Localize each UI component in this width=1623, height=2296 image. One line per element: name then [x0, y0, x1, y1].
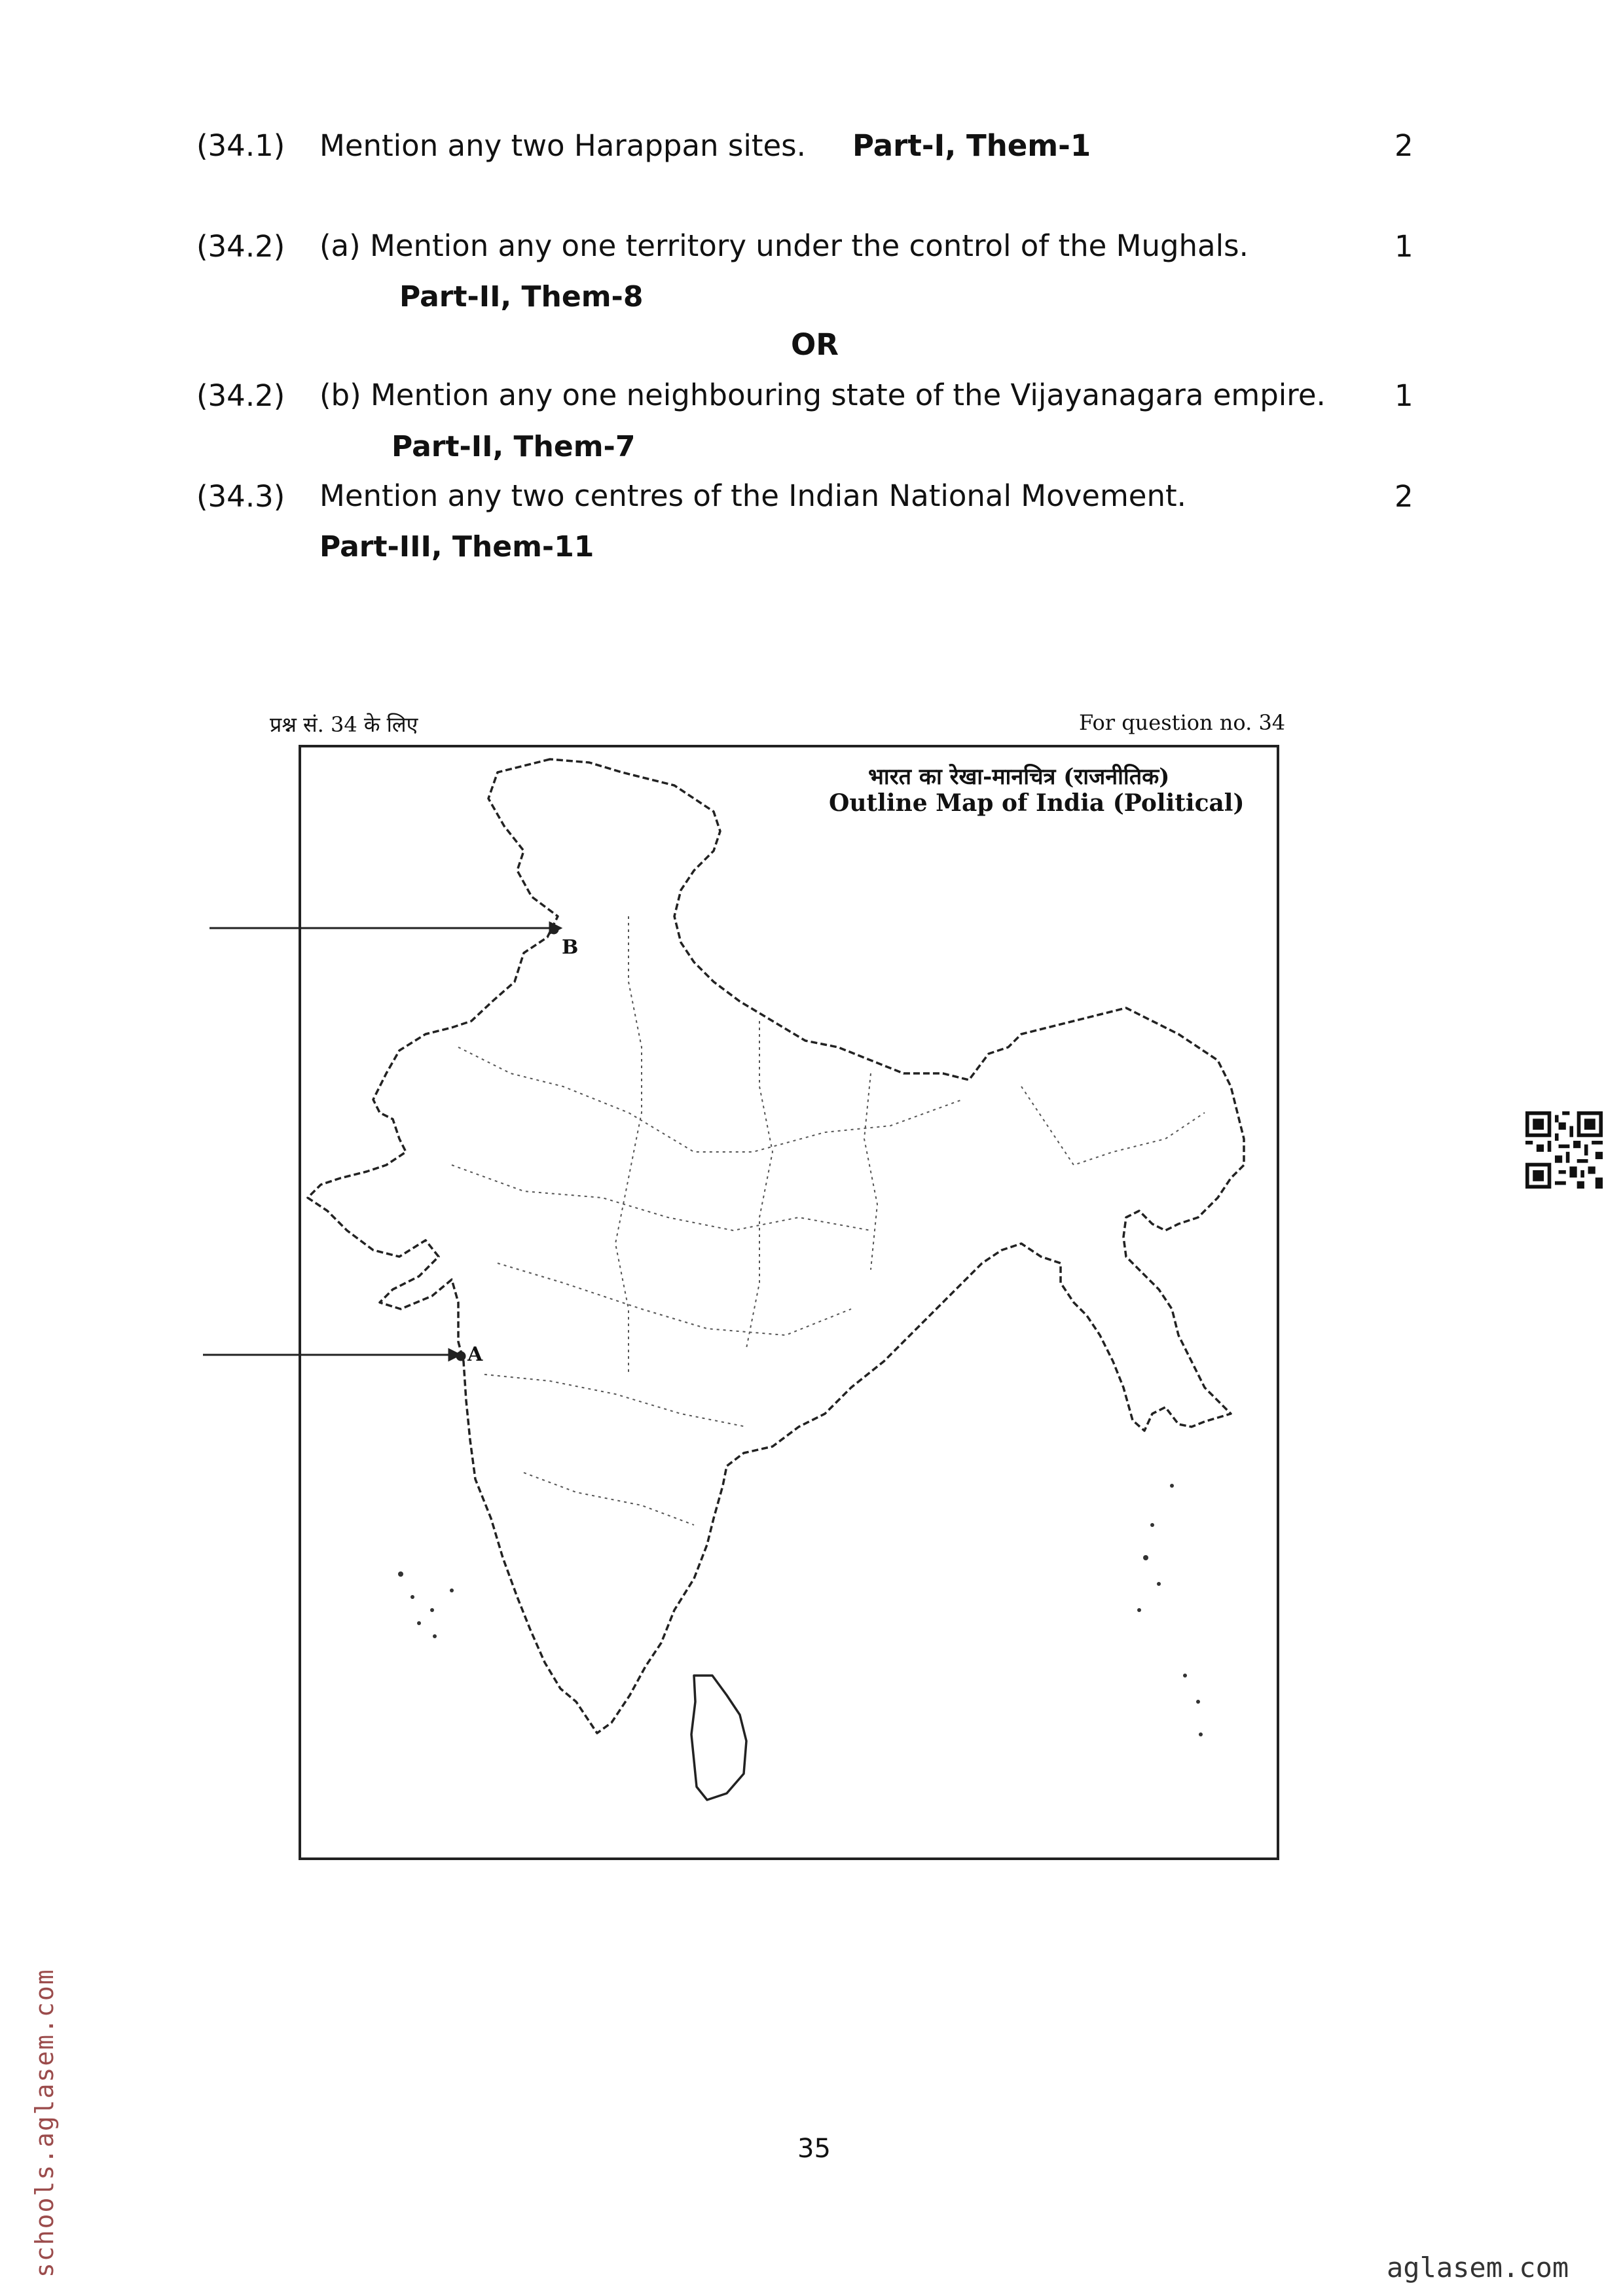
india-border — [308, 759, 1244, 1733]
page-number: 35 — [797, 2134, 831, 2164]
question-theme: Part-I, Them-1 — [852, 128, 1091, 163]
question-text: Mention any two centres of the Indian National Movement. — [319, 478, 1186, 513]
state-boundary — [498, 1263, 851, 1335]
side-watermark: schools.aglasem.com — [30, 1968, 59, 2278]
qr-code-icon — [1525, 1111, 1603, 1189]
question-text: Mention any two Harappan sites. — [319, 128, 806, 163]
state-boundary — [746, 1021, 773, 1348]
map-marker-b: B — [562, 936, 579, 959]
question-text: (a) Mention any one territory under the control of the Mughals. — [319, 228, 1249, 263]
state-boundary — [1021, 1086, 1205, 1165]
question-theme: Part-II, Them-7 — [392, 430, 636, 463]
or-separator: OR — [791, 327, 839, 362]
question-text: (b) Mention any one neighbouring state of the Vijayanagara empire. — [319, 378, 1326, 412]
state-boundary — [452, 1165, 871, 1230]
question-marks: 1 — [1395, 229, 1413, 264]
question-marks: 2 — [1395, 479, 1413, 514]
sri-lanka — [691, 1676, 746, 1800]
map-caption-hindi: प्रश्न सं. 34 के लिए — [270, 712, 418, 737]
question-theme: Part-III, Them-11 — [319, 530, 594, 564]
question-marks: 1 — [1395, 378, 1413, 413]
map-caption-english: For question no. 34 — [1079, 710, 1286, 735]
state-boundary — [484, 1374, 746, 1427]
state-boundary — [524, 1473, 694, 1525]
question-theme: Part-II, Them-8 — [399, 280, 644, 314]
question-number: (34.3) — [196, 479, 285, 514]
bottom-watermark: aglasem.com — [1387, 2251, 1569, 2284]
state-boundary — [458, 1047, 962, 1152]
question-marks: 2 — [1395, 128, 1413, 163]
question-number: (34.1) — [196, 128, 285, 163]
map-title-english: Outline Map of India (Political) — [829, 789, 1245, 817]
map-marker-a: A — [467, 1343, 483, 1366]
map-title-hindi: भारत का रेखा-मानचित्र (राजनीतिक) — [868, 764, 1170, 790]
state-boundary — [615, 916, 642, 1374]
question-number: (34.2) — [196, 229, 285, 264]
state-boundary — [864, 1073, 877, 1270]
question-number: (34.2) — [196, 378, 285, 413]
